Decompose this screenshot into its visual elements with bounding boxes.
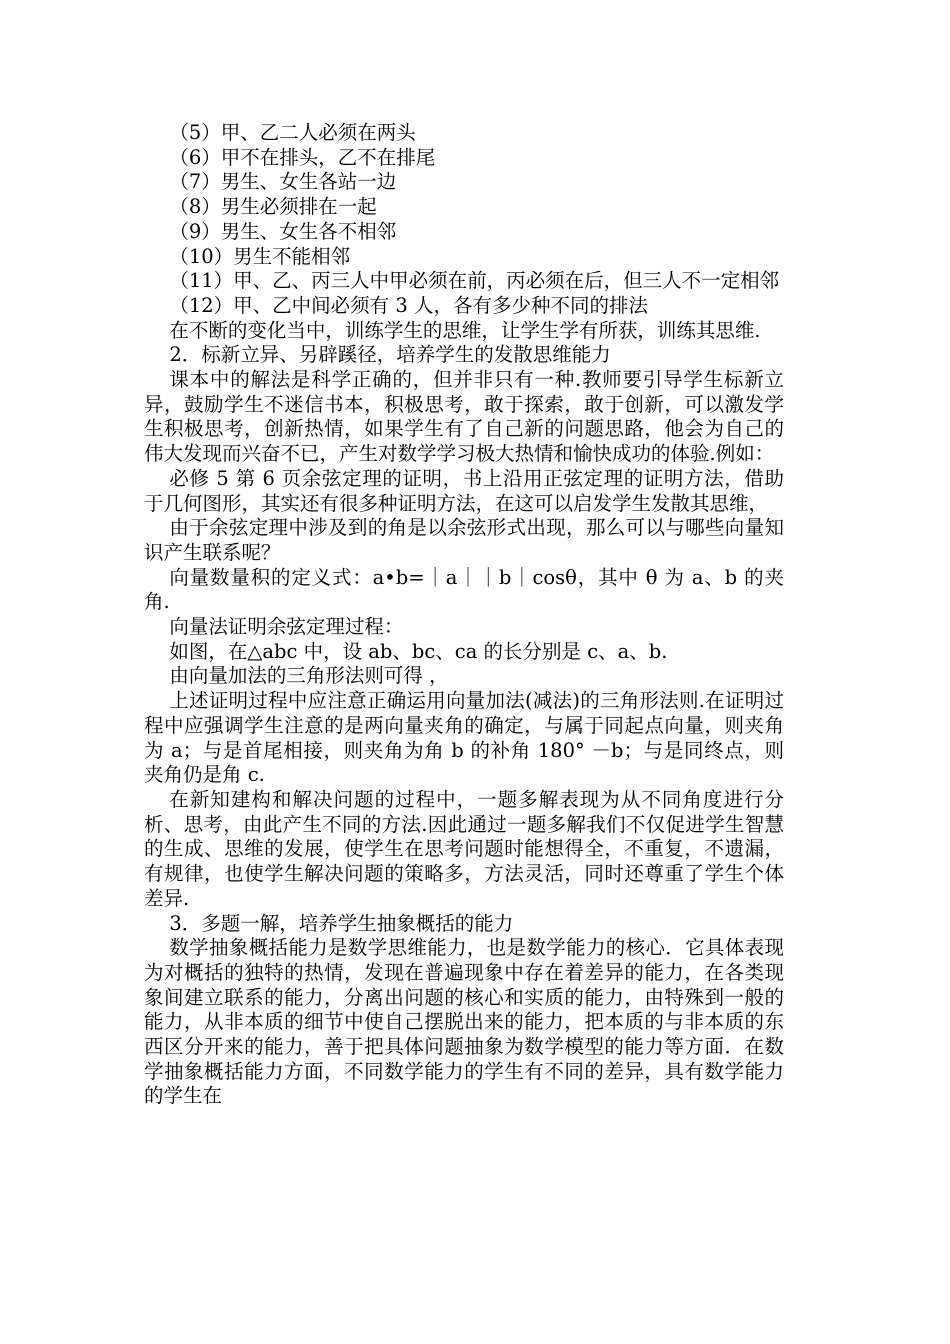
paragraph-body: 必修 5 第 6 页余弦定理的证明，书上沿用正弦定理的证明方法，借助于几何图形，其实还有很多种证明方法，在这可以启发学生发散其思维， — [144, 466, 784, 515]
paragraph-body: 课本中的解法是科学正确的，但并非只有一种.教师要引导学生标新立异，鼓励学生不迷信书本，积极思考，敢于探索，敢于创新，可以激发学生积极思考，创新热情，如果学生有了自己新的问题思路，他会为自己的伟大发现而兴奋不已，产生对数学学习极大热情和愉快成功的体验.例如： — [144, 368, 784, 466]
paragraph-item-10: （10）男生不能相邻 — [169, 244, 351, 268]
section-heading-2: 2．标新立异、另辟蹊径，培养学生的发散思维能力 — [169, 343, 611, 367]
paragraph-item-5: （5）甲、乙二人必须在两头 — [169, 121, 416, 144]
paragraph-body: 向量法证明余弦定理过程： — [169, 615, 404, 639]
paragraph-body: 由于余弦定理中涉及到的角是以余弦形式出现，那么可以与哪些向量知识产生联系呢？ — [144, 516, 784, 564]
paragraph-body: 在新知建构和解决问题的过程中，一题多解表现为从不同角度进行分析、思考，由此产生不同的方法.因此通过一题多解我们不仅促进学生智慧的生成、思维的发展，使学生在思考问题时能想得全，不重复，不遗漏，有规律，也使学生解决问题的策略多，方法灵活，同时还尊重了学生个体差异. — [144, 787, 784, 910]
paragraph-item-11: （11）甲、乙、丙三人中甲必须在前，丙必须在后，但三人不一定相邻 — [169, 269, 780, 293]
paragraph-body: 由向量加法的三角形法则可得 ， — [169, 664, 449, 688]
paragraph-body: 上述证明过程中应注意正确运用向量加法(减法)的三角形法则.在证明过程中应强调学生注意的是两向量夹角的确定，与属于同起点向量，则夹角为 a；与是首尾相接，则夹角为角 b 的补角 180° －b；与是同终点，则夹角仍是角 c. — [144, 689, 784, 787]
document-body — [144, 121, 784, 1109]
paragraph-summary: 在不断的变化当中，训练学生的思维，让学生学有所获，训练其思维. — [169, 318, 761, 342]
paragraph-body: 数学抽象概括能力是数学思维能力，也是数学能力的核心．它具体表现为对概括的独特的热情，发现在普遍现象中存在着差异的能力，在各类现象间建立联系的能力，分离出问题的核心和实质的能力，由特殊到一般的能力，从非本质的细节中使自己摆脱出来的能力，把本质的与非本质的东西区分开来的能力，善于把具体问题抽象为数学模型的能力等方面．在数学抽象概括能力方面，不同数学能力的学生有不同的差异，具有数学能力的学生在 — [144, 936, 784, 1108]
section-heading-3: 3．多题一解，培养学生抽象概括的能力 — [169, 911, 514, 935]
paragraph-item-6: （6）甲不在排头，乙不在排尾 — [169, 145, 436, 169]
paragraph-item-7: （7）男生、女生各站一边 — [169, 170, 397, 194]
paragraph-item-9: （9）男生、女生各不相邻 — [169, 219, 397, 243]
paragraph-item-12: （12）甲、乙中间必须有 3 人，各有多少种不同的排法 — [169, 293, 648, 317]
paragraph-item-8: （8）男生必须排在一起 — [169, 195, 377, 219]
paragraph-formula: 向量数量积的定义式：a•b=｜a｜｜b｜cosθ，其中 θ 为 a、b 的夹角. — [144, 565, 784, 614]
paragraph-body: 如图，在△abc 中，设 ab、bc、ca 的长分别是 c、a、b. — [169, 639, 668, 663]
